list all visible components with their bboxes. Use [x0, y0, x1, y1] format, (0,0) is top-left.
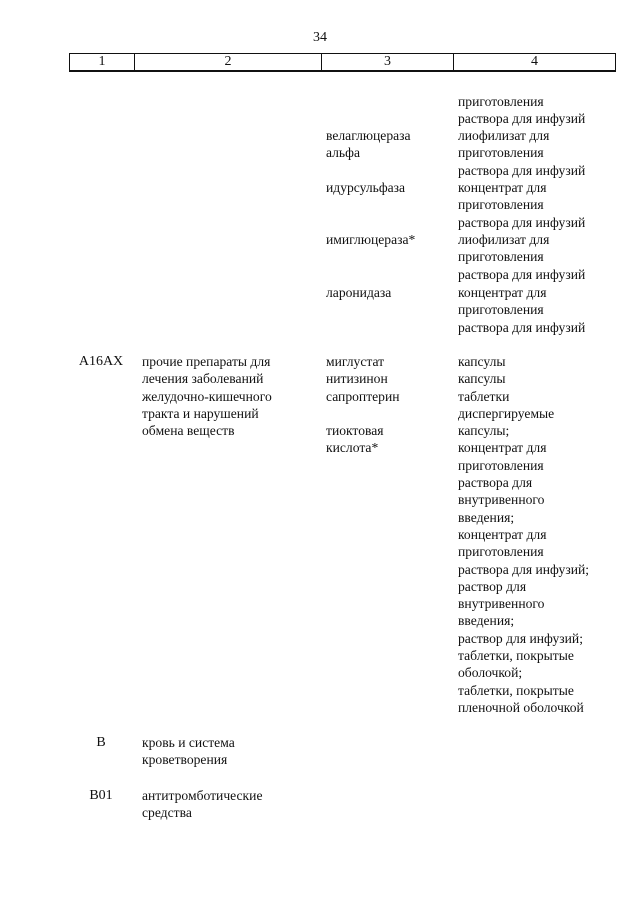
drugs-a16ax-thioctic: тиоктовая кислота*: [326, 423, 384, 456]
forms-a16ax: капсулы капсулы таблетки диспергируемые капсулы; концентрат для приготовления раствора для внутривенного введения; концентрат для приготовления раствора для инфузий; раствор для внутривенного введения; раствор для инфузий; таблетки, покрытые оболочкой; таблетки, покрытые пленочной оболочкой: [458, 354, 590, 715]
header-col-4: 4: [454, 54, 616, 72]
drug-laronidase: ларонидаза: [326, 285, 392, 300]
drug-velaglucerase: велаглюцераза альфа: [326, 128, 411, 161]
form-velaglucerase: лиофилизат для приготовления раствора для инфузий: [458, 128, 586, 178]
group-b: кровь и система кроветворения: [142, 735, 235, 768]
drugs-a16ax-top: миглустат нитизинон сапроптерин: [326, 354, 400, 404]
header-col-2: 2: [135, 54, 322, 72]
forms-continued: приготовления раствора для инфузий: [458, 94, 586, 127]
group-b01: антитромботические средства: [142, 788, 263, 821]
form-idursulfase: концентрат для приготовления раствора для инфузий: [458, 180, 586, 230]
drug-imiglucerase: имиглюцераза*: [326, 232, 416, 247]
drug-idursulfase: идурсульфаза: [326, 180, 406, 195]
atc-code-b01: B01: [89, 788, 113, 803]
form-laronidase: концентрат для приготовления раствора для инфузий: [458, 285, 586, 335]
page-number: 34: [313, 30, 327, 45]
atc-code-b: B: [96, 735, 106, 750]
group-a16ax: прочие препараты для лечения заболеваний желудочно-кишечного тракта и нарушений обмена веществ: [142, 354, 272, 439]
form-imiglucerase: лиофилизат для приготовления раствора для инфузий: [458, 232, 586, 282]
header-col-1: 1: [70, 54, 135, 72]
header-col-3: 3: [322, 54, 454, 72]
atc-code-a16ax: A16AX: [78, 354, 124, 369]
